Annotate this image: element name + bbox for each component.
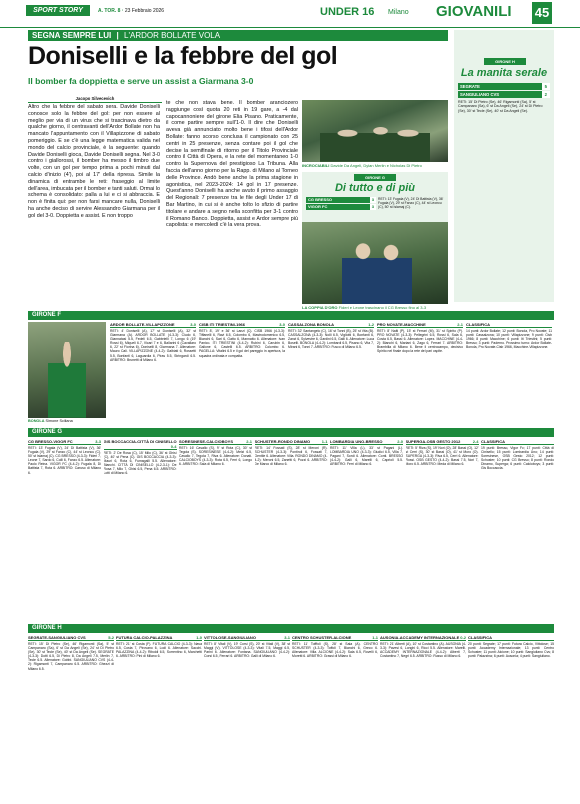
girone-g-goals: RETI: 13' Fugala (V), 24' Di Battista (V), 36' Fugala (V), 29' st Fanzo (C), 44' st Leoncu (C), 50' st Islamaj (C). (378, 197, 444, 210)
match-teams: CLASSIFICA (481, 439, 505, 444)
girone-h-title: La manita serale (460, 67, 548, 79)
photo-caption-label: INCROCIABILI (302, 163, 330, 168)
bonola-photo (28, 322, 106, 418)
match-report-secH-1 (116, 635, 202, 799)
match-header (468, 635, 554, 641)
match-body: RETI: 13' Fugala (V), 24' Di Battista (V), 36' Fugala (V), 29' st Fanzo (C), 44' st Leoncu (C), 50' st Islamaj (C). CG BRESSO (4-3-3): Fideri 7, Leone 7, Sardo 6, Colli 6, Fanzo 6.5. Allenatore: Paolo Reina. VIGOR FC (4-4-2): Fugala 8, Di Battista 7, Rota 6. ARBITRO: Caruso di Milano 6. (28, 446, 101, 475)
girone-h-team1: SEGRATE (460, 84, 480, 89)
girone-g-score-away (306, 204, 376, 210)
match-score: 1-2 (368, 322, 374, 327)
headline: Doniselli e la febbre del gol (28, 42, 338, 70)
match-header (28, 635, 114, 641)
band-girone-f: GIRONE F (28, 311, 554, 320)
match-header (377, 322, 463, 328)
match-score: 0-4 (170, 444, 177, 449)
match-score: 2-4 (472, 439, 479, 444)
match-body: RETI: 21' st Costa (F). FUTURA CALCIO (4-3-3): Nava 6.5, Costa 7, Pirovano 6, Lodi 6. Allenatore: Sacchi. PALAZZINA (4-4-2): Riboldi 6.5, Sorrentino 6, Marchetti 6. ARBITRO: Pini di Milano 6. (116, 642, 202, 659)
match-body: RETI: 8' Nalti (P), 15' st Ferrari (M), 31' st Spirito (P). PRO NOVATE (4-3-3): Pellegrini 6.5, Rossi 6, Sala 6, Costa 6.5, Bassi 6. Allenatore: Lopez. MACCHINE (4-4-2): Bianchi 6, Mariani 6, Zago 6, Ferrari 7. ARBITRO: Brambilla di Milano 6. Bene il centrocampo, decisivo Spirito nel finale dopo la rete del pari ospite. (377, 329, 463, 354)
author-byline: Jacopo Silvecevich (28, 96, 162, 103)
match-header (292, 635, 378, 641)
match-body: 14 punti: Ardor Bollate; 12 punti: Bonola, Pro Novate; 11 punti: Cassalzona; 10 punti: Villapizzone; 9 punti: Cisb 1966; 8 punti: Macchine; 6 punti: Iti Triestini; 5 punti: Bresso; 3 punti: Paderno. Prossimo turno: Ardor Bollate-Bonola, Pro Novate-Cisb 1966, Macchine-Villapizzone. (466, 329, 552, 350)
girone-g-score1: 3 (371, 197, 374, 202)
match-report-secG-0 (28, 439, 101, 622)
match-body: RETI: 4' Doniselli (A), 17' st Doniselli (A), 32' st Giarmana (A). ARDOR BOLLATE (4-3-3): Ciudo 6, Giannatasi 5.5, Fedeli 6.5, Gabbrielli 7, Longo 6 (19' Rossi 6), Miqueli 6.7, Vicari 7 e 6, Ballarini 6 (Cavallaro 6, 22' st Fiorina 6), Doniselli 8, Giarmana 7. Allenatore: Mauro Cali. VILLAPIZZONE (4-4-2): Galbiati 6, Rossetti 5.5, Bonfanti 6, Laguardia 6, Piras 5.5, Stringardi 6.5. ARBITRO: Brunetti di Milano 6. (110, 329, 196, 362)
bonola-caption-text: Simone Sciliana (45, 419, 73, 423)
match-score: 0-2 (460, 635, 466, 640)
match-header (204, 635, 290, 641)
issue-date: 23 Febbraio 2026 (124, 8, 165, 14)
match-report-secG-3 (255, 439, 328, 622)
match-score: 1-0 (196, 635, 202, 640)
match-header (406, 439, 479, 445)
match-score: 2-0 (397, 439, 403, 444)
match-header (288, 322, 374, 328)
match-body: RETI: 11' Villa (L), 33' st Pagani (L). LOMBARDIA UNO (4-3-3): Giudici 6.5, Villa 7, Pagani 7, Sordi 6. Allenatore: Conti. BRESSO (4-4-2): Galli 6, Marelli 6, Caprioli 5.5. ARBITRO: Ferri di Milano 6. (330, 446, 403, 467)
city-tag: Milano (388, 9, 409, 16)
match-teams: CG BRESSO-VIGOR FC (28, 439, 73, 444)
match-teams: CISB ITI TRIESTINI-1966 (199, 322, 246, 327)
match-teams: PRO NOVATE-MACCHINE (377, 322, 426, 327)
band-girone-h: GIRONE H (28, 624, 554, 633)
photo-caption (302, 163, 448, 168)
match-body: RETI: 15' Di Pietro (Se), 46' Rigamonti (Sa), 5' st Campanaro (Sa), 6' st Da Angeli (Se), 24' st Di Pietro (Se), 30' st Tecle (Se), 40' st Da Angeli (Se). SEGRATE (4-3-3): Dotti 6.5, Di Pietro 8, Da Angeli 7.5, Merlin 7, Tecle 6.5. Allenatore: Gobbi. SANGIULIANO CVS (4-4-2): Rigamonti 7, Campanaro 6.5. ARBITRO: Ghezzi di Milano 6.5. (28, 642, 114, 671)
girone-g-team1: CG BRESSO (308, 197, 333, 202)
match-teams: SEGRATE-SANGIULIANO CVS (28, 635, 86, 640)
girone-h-team2: SANGIULIANO CVS (460, 92, 500, 97)
match-report-secH-3 (292, 635, 378, 799)
match-body: RETI: 8', 19' e 36' st Lanzi (C). CISB 1966 (4-3-3): Tiffanelli 6, Ravi 6.5, Colombo 6, Mastrodomenico 6.5, Bianchi 6, Sari 6, Gatto 6, Mannatto 6. Allenatore: Ivan Panico. ITI TRIESTINI (4-4-2): Rubini 6, Carubin 6, Gallone 6, Castelli 6.5. ARBITRO: Colombo 6. PAGELLA: Vitalini 6.5 e il gol del pareggio in apertura, la squadra ordinata e compatta. (199, 329, 285, 358)
photo-caption-text: Davide Da Angeli, Dylan Merlin e Nicholas Di Pietro (330, 163, 422, 168)
girone-g-score-home (306, 197, 376, 203)
kicker-label: SEGNA SEMPRE LUI (32, 31, 112, 40)
match-body: RETI: 11' Tofffoli (S), 28' st Sala (A). CENTRO SCHUSTER (4-3-3): Toffoli 7, Bianchi 6, Greco 6. Allenatore: Villa. ALCIONE (4-4-2): Sala 6.5, Rovelli 6, Moretti 6. ARBITRO: Grassi di Milano 6. (292, 642, 378, 659)
subheadline: Il bomber fa doppietta e serve un assist a Giarmana 3-0 (28, 76, 254, 86)
match-body: RETI: 8' Vitali (V), 19' Corsi (S), 20' st Vitali (V), 38' st Maggi (V). VITTOLOSE (4-3-3): Vitali 7.5, Maggi 6.5, Parini 6. Allenatore: Fontana. SANGIULIANO (4-4-2): Corsi 6.5, Ferrari 6. ARBITRO: Galli di Milano 6. (204, 642, 290, 659)
match-body: RETI: 32' Santangelo (C), 16' st Tonni (B), 25' st Vita (B). CASSALZONA (4-3-3): Nolli 6.5, Vigliotti 6, Bonfanti 6, Zanzi 6, Sylvestre 6, Gardini 6.5, Galli 6. Allenatore: Luca Boselli. BONOLA (4-4-2): Lombardi 6.5, Pisano 6, Vita 7, Mirani 6, Tonni 7. ARBITRO: Fusco di Milano 6.5. (288, 329, 374, 350)
match-body: RETI: 14' Fossati (S), 28' st Meroni (R). SCHUSTER (4-3-3): Pontiroli 6, Fossati 7, Gentile 6. Allenatore: Villa. RONDO DINAMO (4-4-2): Meroni 6.5, Zanetti 6, Pozzi 6. ARBITRO: De Marco di Milano 6. (254, 446, 328, 467)
match-report-secF-0 (110, 322, 196, 426)
girone-h-score1: 5 (542, 83, 550, 90)
match-header (116, 635, 202, 641)
page-number: 45 (532, 2, 552, 24)
match-header (199, 322, 285, 328)
match-body: 20 punti: Segrate; 17 punti: Futura Calcio, Vittolose; 15 punti: Accademy Internazionale; 13 punti: Centro Schuster; 11 punti: Alcione; 10 punti: Sangiuliano Cvs; 8 punti: Palazzina; 6 punti: Ausonia; 4 punti: Sangiuliano. (468, 642, 554, 659)
girone-g-team2: VIGOR FC (308, 204, 328, 209)
match-body: RETI: 16' Cavallo (S), 9' st Rota (C), 30' st Tegola (S). SORESINESE (4-4-2): Melzi 6.5, Cavallo 7, Tegola 7, Riva 6. Allenatore: Donati. CALCIOBOYS (4-3-3): Rota 6.5, Ferri 6, Longo 6. ARBITRO: Sala di Milano 6. (179, 446, 252, 467)
match-report-secH-0 (28, 635, 114, 799)
match-teams: LOMBARDIA UNO-BRESSO (330, 439, 383, 444)
section-tag: UNDER 16 (320, 6, 375, 18)
girone-g-score2: 3 (371, 204, 374, 209)
match-teams: SCHUSTER-RONDO DINAMO (254, 439, 311, 444)
match-report-secG-1 (104, 439, 177, 622)
match-header (179, 439, 252, 445)
match-teams: FUTURA CALCIO-PALAZZINA (116, 635, 173, 640)
match-teams: ARDOR BOLLATE-VILLAPIZZONE (110, 322, 175, 327)
bonola-photo-caption (28, 419, 106, 424)
match-report-secG-4 (330, 439, 403, 622)
girone-h-goals: RETI: 15' Di Pietro (Se), 46' Rigamonti (Sa), 5' st Campanaro (Sa), 6' st Da Angeli (Se), 24' st Di Pietro (Se), 30' st Tecle (Se), 40' st Da Angeli (Se). (458, 100, 543, 113)
team-photo (302, 100, 448, 162)
girone-h-score-away (458, 91, 550, 98)
girone-g-box (302, 172, 448, 222)
match-report-secF-1 (199, 322, 285, 426)
match-teams: CLASSIFICA (466, 322, 490, 327)
bonola-caption-label: BONOLA (28, 419, 45, 423)
match-score: 1-1 (372, 635, 378, 640)
match-body: RETI: 21' Alberti (A), 10' st Costantino (A). AUSONIA (4-3-3): Pavesi 6, Longhi 6, Ricci 5.5. Allenatore: Marelli. ACCADEMY INTERNAZIONALE (4-4-2): Alberti 7, Costantino 7, Negri 6.5. ARBITRO: Russo di Milano 6. (380, 642, 466, 659)
newspaper-logo: SPORT STORY (26, 5, 90, 16)
article-column-1: Altro che la febbre del sabato sera. Davide Doniselli conosce solo la febbre del gol: per non essere al meglio per via di un virus che si trascinava dietro da qualche giorno, il centravanti dell'Ardor Bollate non ha mancato l'appuntamento con il Villapizzone di sabato pomeriggio. E se c'è una legge matematica valida nel mondo del calcio provinciale, è la seguente: quando Davide Doniselli gioca, Davide Doniselli segna. Nel 3-0 contro i giallorossi, il bomber ha messo il timbro due volte, con un gol per tempo prima a pochi minuti dal calcio d'inizio (4'), poi al 17' della ripresa. Simile la dinamica di entrambe le reti: fraseggio al limite dell'area, imbucata per il bomber e tanti saluti. Ormai lo schema è consolidato: palla a lui e ci si abbraccia. E non è finita qui: per non farsi mancare nulla, Doniselli ha anche deciso di servire Alessandro Giarmana per il gol del 3-0. Doppietta e assist. E non troppo (28, 104, 160, 219)
bresso-caption-label: LA COPPIA D'ORO (302, 305, 338, 310)
match-report-secG-5 (406, 439, 479, 622)
match-report-secH-4 (380, 635, 466, 799)
match-teams: CASSALZONA BONOLA (288, 322, 335, 327)
girone-g-title: Di tutto e di più (334, 182, 416, 194)
match-report-secG-2 (179, 439, 252, 622)
match-score: 1-1 (321, 439, 328, 444)
match-header (466, 322, 552, 328)
photo-pair-silhouettes (342, 238, 412, 304)
edition-info: A. TOR. 8 · 23 Febbraio 2026 (98, 8, 165, 14)
photo-player-silhouette (48, 342, 86, 418)
match-header (255, 439, 328, 445)
article-column-2: te che non stava bene. Il bomber aranciozero raggiunge così quota 20 reti in 19 gare, a -4 dal capocannoniere del girone Elia Pisano. Praticamente, il come partire sempre sull'1-0. Il dire che Doniselli aveva già annunciato molto bene i tifosi dell'Ardor Bollate: fanno scorso conclusa il campionato con 25 centri in 25 presenze, senza contare poi il gol che decise la semifinale di ritorno per il Titolo Provinciale contro il Città di Opera, e la rete del momentaneo 1-0 contro la Supernova del prestigioso La Tribuna. Alla faccia dell'anno giorno per la Rapp. di Milano al Torneo delle Province. Andò bene anche la prima stagione in agonistica, nel 2023-2024: 14 gol in 17 presenze. Quest'anno Doniselli ha anche avuto il primo assaggio del Regionali: 7 presenze tra le file degli Under 17 di Bar Martino, in cui si è anche tolto lo sfizio di partire titolare e andare a segno nella sconfitta per 3-1 contro il Romano Banco. Doppietta, assist e Ardor sempre più capolista: e mercoledì c'è la vera prova. (166, 100, 298, 229)
page-header (0, 0, 580, 28)
bresso-caption-text: Fideri e Leone trascinano il CG Bresso fino al 3-3 (338, 305, 427, 310)
match-report-secH-5 (468, 635, 554, 799)
kicker-sub: L'ARDOR BOLLATE VOLA (124, 31, 221, 40)
girone-g-badge: GIRONE G (354, 174, 396, 181)
match-body: RETI: 5' Riva (S), 19' Nori (O), 28' Bassi (O), 12' st Cerri (S), 30' st Bassi (O), 41' st Moro (O). SUPERGA (4-3-3): Riva 6.5, Cerri 6. Allenatore: Rossi. OSB GESTO (4-4-2): Bassi 7.5, Nori 7, Moro 6.5. ARBITRO: Meda di Milano 6. (405, 446, 479, 467)
match-body: RETI: 2' De Rosa (C), 15' Milo (C), 36' st Ghisi (C), 40' st Pena (C). GIS BOCCACCIA (4-3-3): Mauri 6, Rota 6, Fumagalli 5.5. Allenatore: Bianchi. CITTÀ DI CINISELLO (4-2-3-1): De Rosa 7, Milo 7, Ghisi 6.5, Pena 6.5. ARBITRO: Lotti di Milano 6. (103, 451, 177, 476)
girone-h-badge: GIRONE H (484, 58, 526, 65)
match-teams: SUPERGA-OSB GESTO 2012 (405, 439, 461, 444)
match-header (28, 439, 101, 445)
match-score: 3-0 (190, 322, 196, 327)
match-score: 3-0 (279, 322, 285, 327)
match-report-secF-4 (466, 322, 552, 426)
match-header (481, 439, 554, 445)
match-score: 3-3 (95, 439, 101, 444)
bresso-photo-caption (302, 305, 552, 310)
bresso-photo (302, 222, 448, 304)
match-teams: CLASSIFICA (468, 635, 492, 640)
girone-h-score2: 2 (542, 91, 550, 98)
match-header (110, 322, 196, 328)
edition-number: A. TOR. 8 (98, 8, 121, 14)
girone-h-sidebar (454, 30, 554, 302)
match-score: 5-2 (108, 635, 114, 640)
photo-player-silhouettes (320, 114, 430, 162)
match-teams: SORESINESE-CALCIOBOYS (179, 439, 234, 444)
girone-h-score-home (458, 83, 550, 90)
match-report-secG-6 (481, 439, 554, 622)
match-report-secF-3 (377, 322, 463, 426)
kicker-bar: SEGNA SEMPRE LUI | L'ARDOR BOLLATE VOLA (28, 30, 448, 41)
match-score: 2-1 (457, 322, 463, 327)
match-body: 19 punti: Bresso, Vigor Fc; 17 punti: Città di Cinisello; 15 punti: Lombardia Uno; 14 punti: Soresinese, OSB Gesto 2012; 12 punti: Schuster; 10 punti: CG Bresso; 8 punti: Rondo Dinamo, Superga; 6 punti: Calcioboys; 3 punti: Gis Boccaccia. (481, 446, 554, 471)
match-report-secH-2 (204, 635, 290, 799)
match-header (104, 439, 177, 450)
match-teams: GIS BOCCACCIA-CITTÀ DI CINISELLO (103, 439, 177, 444)
match-teams: VITTOLOSE-SANGIULIANO (204, 635, 256, 640)
band-girone-g: GIRONE G (28, 428, 554, 437)
match-report-secF-2 (288, 322, 374, 426)
match-score: 3-1 (284, 635, 290, 640)
match-header (380, 635, 466, 641)
match-teams: CENTRO SCHUSTER-ALCIONE (292, 635, 352, 640)
match-teams: AUSONIA-ACCADEMY INTERNAZIONALE (380, 635, 460, 640)
match-header (330, 439, 403, 445)
category-title: GIOVANILI (436, 3, 512, 20)
match-score: 2-1 (246, 439, 252, 444)
